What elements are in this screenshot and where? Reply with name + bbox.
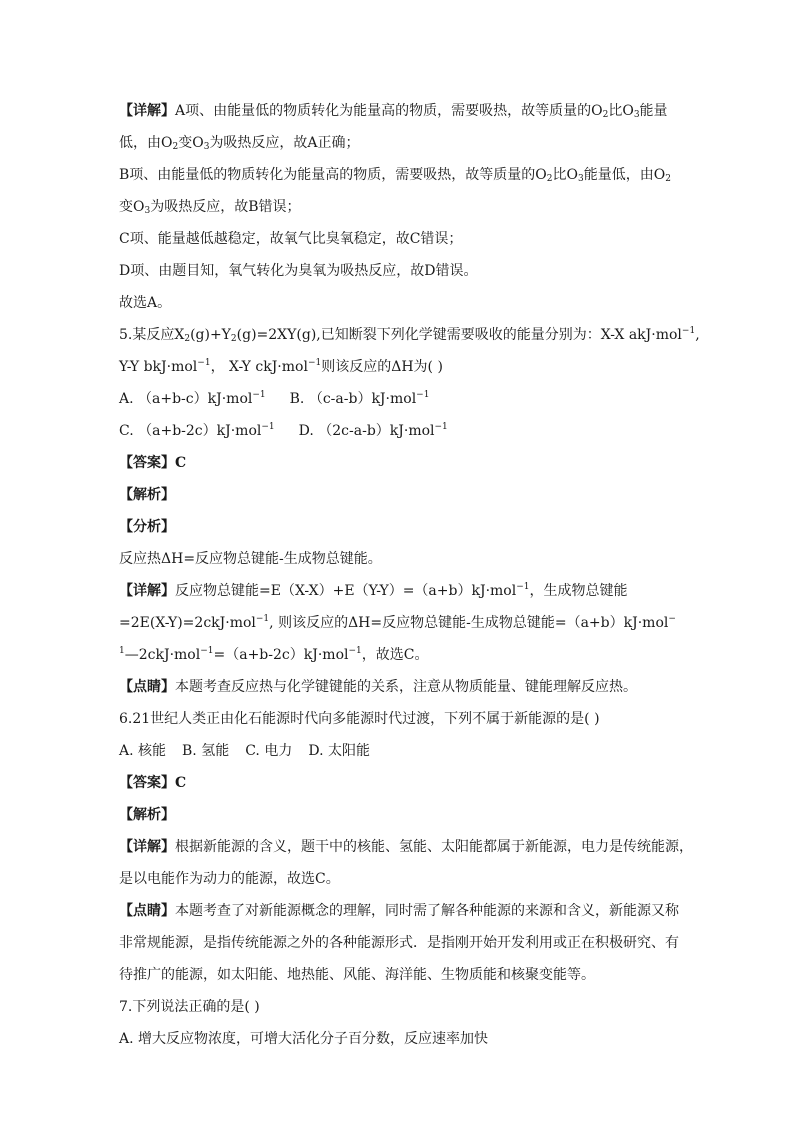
- q5-stem-line-1: [119, 325, 700, 345]
- q5-stem-line-2: [119, 357, 679, 377]
- subscript: 2: [546, 174, 553, 184]
- q6-dianjing-line-3: 待推广的能源，如太阳能、地热能、风能、海洋能、生物质能和核聚变能等。: [119, 967, 595, 983]
- q5-option-a: [119, 391, 266, 407]
- dianjing-tag: 【点睛】: [119, 679, 175, 695]
- q6-detail-line-1: [119, 837, 693, 857]
- superscript: −: [668, 614, 676, 624]
- superscript: −1: [197, 358, 211, 368]
- q6-answer: 【答案】C: [119, 775, 187, 791]
- q4-detail-line-4: [119, 197, 679, 217]
- superscript: −1: [681, 326, 696, 336]
- q6-dianjing-line-2: 非常规能源，是指传统能源之外的各种能源形式．是指刚开始开发利用或正在积极研究、有: [119, 935, 679, 951]
- q6-analysis-heading: 【解析】: [119, 807, 175, 823]
- q5-detail-line-3: [119, 645, 679, 665]
- subscript: 3: [577, 174, 584, 184]
- superscript: 1: [119, 646, 125, 656]
- text: 变O: [119, 199, 145, 215]
- text: —2ckJ·mol: [124, 647, 201, 663]
- text: 为吸热反应，故B错误；: [150, 199, 301, 215]
- q5-fenxi-heading: 【分析】: [119, 519, 175, 535]
- text: (g)=2XY(g),已知断裂下列化学键需要吸收的能量分别为：X-X akJ·mol: [236, 327, 682, 343]
- text: B. （c-a-b）kJ·mol: [289, 391, 417, 407]
- q6-option-d: D. 太阳能: [308, 743, 370, 759]
- text: 为吸热反应，故A正确；: [209, 135, 360, 151]
- q6-stem: 6.21世纪人类正由化石能源时代向多能源时代过渡，下列不属于新能源的是( ): [119, 711, 600, 727]
- text: , 则该反应的ΔH=反应物总键能-生成物总键能=（a+b）kJ·mol: [269, 615, 669, 631]
- q4-detail-line-3: [119, 165, 679, 185]
- detail-tag: 【详解】: [119, 103, 175, 119]
- text: A项、由能量低的物质转化为能量高的物质，需要吸热，故等质量的O: [175, 103, 603, 119]
- text: 本题考查反应热与化学键键能的关系，注意从物质能量、键能理解反应热。: [175, 679, 637, 695]
- q5-detail-line-2: [119, 613, 679, 633]
- q6-option-c: C. 电力: [245, 743, 293, 759]
- q6-option-b: B. 氢能: [182, 743, 230, 759]
- text: =（a+b-2c）kJ·mol: [213, 647, 349, 663]
- text: 反应物总键能=E（X-X）+E（Y-Y）=（a+b）kJ·mol: [175, 583, 517, 599]
- q5-answer: 【答案】C: [119, 455, 187, 471]
- subscript: 2: [230, 334, 237, 344]
- superscript: −1: [200, 646, 214, 656]
- text: =2E(X-Y)=2ckJ·mol: [119, 615, 256, 631]
- q7-stem: 7.下列说法正确的是( ): [119, 999, 260, 1015]
- superscript: −1: [516, 582, 530, 592]
- superscript: −1: [416, 390, 430, 400]
- subscript: 2: [184, 334, 191, 344]
- text: A. （a+b-c）kJ·mol: [119, 391, 253, 407]
- superscript: −1: [348, 646, 362, 656]
- subscript: 3: [144, 206, 151, 216]
- text: ， X-Y ckJ·mol: [210, 359, 308, 375]
- text: C. （a+b-2c）kJ·mol: [119, 423, 262, 439]
- text: 变O: [178, 135, 204, 151]
- text: (g)+Y: [190, 327, 231, 343]
- q4-detail-line-2: [119, 133, 679, 153]
- text: Y-Y bkJ·mol: [119, 359, 198, 375]
- text: ，生成物总键能: [529, 583, 628, 599]
- q6-options: [119, 741, 679, 761]
- subscript: 3: [633, 110, 640, 120]
- subscript: 3: [203, 142, 210, 152]
- q6-detail-line-2: 是以电能作为动力的能源，故选C。: [119, 871, 340, 887]
- q5-option-b: [290, 391, 430, 407]
- superscript: −1: [434, 422, 448, 432]
- text: 比O: [608, 103, 634, 119]
- q5-option-c: [119, 423, 275, 439]
- superscript: −1: [252, 390, 266, 400]
- q5-fenxi-text: 反应热ΔH=反应物总键能-生成物总键能。: [119, 551, 382, 567]
- text: ，故选C。: [361, 647, 429, 663]
- detail-tag: 【详解】: [119, 583, 175, 599]
- text: ,: [695, 327, 700, 343]
- q5-analysis-heading: 【解析】: [119, 487, 175, 503]
- text: 能量: [639, 103, 668, 119]
- text: 低，由O: [119, 135, 173, 151]
- q7-option-a: A. 增大反应物浓度，可增大活化分子百分数，反应速率加快: [119, 1031, 489, 1047]
- text: 5.某反应X: [119, 327, 185, 343]
- superscript: −1: [307, 358, 322, 368]
- text: 本题考查了对新能源概念的理解，同时需了解各种能源的来源和含义，新能源又称: [175, 903, 679, 919]
- subscript: 2: [602, 110, 609, 120]
- text: 则该反应的ΔH为( ): [321, 359, 443, 375]
- q5-options-row-1: [119, 389, 679, 409]
- q4-detail-line-7: 故选A。: [119, 295, 172, 311]
- subscript: 2: [172, 142, 179, 152]
- q4-detail-line-6: D项、由题目知，氧气转化为臭氧为吸热反应，故D错误。: [119, 263, 478, 279]
- dianjing-tag: 【点睛】: [119, 903, 175, 919]
- q5-detail-line-1: [119, 581, 679, 601]
- q4-detail-line-5: C项、能量越低越稳定，故氧气比臭氧稳定，故C错误；: [119, 231, 463, 247]
- subscript: 2: [665, 174, 671, 184]
- q5-option-d: [299, 423, 448, 439]
- text: D. （2c-a-b）kJ·mol: [298, 423, 435, 439]
- text: 根据新能源的含义，题干中的核能、氢能、太阳能都属于新能源，电力是传统能源，: [175, 839, 693, 855]
- superscript: −1: [255, 614, 270, 624]
- q6-option-a: A. 核能: [119, 743, 167, 759]
- detail-tag: 【详解】: [119, 839, 175, 855]
- q5-dianjing: [119, 677, 679, 697]
- q6-dianjing-line-1: [119, 901, 679, 921]
- q5-options-row-2: [119, 421, 679, 441]
- q4-detail-line-1: [119, 101, 679, 121]
- text: 能量低，由O: [583, 167, 666, 183]
- text: 比O: [552, 167, 578, 183]
- text: B项、由能量低的物质转化为能量高的物质，需要吸热，故等质量的O: [119, 167, 547, 183]
- superscript: −1: [261, 422, 275, 432]
